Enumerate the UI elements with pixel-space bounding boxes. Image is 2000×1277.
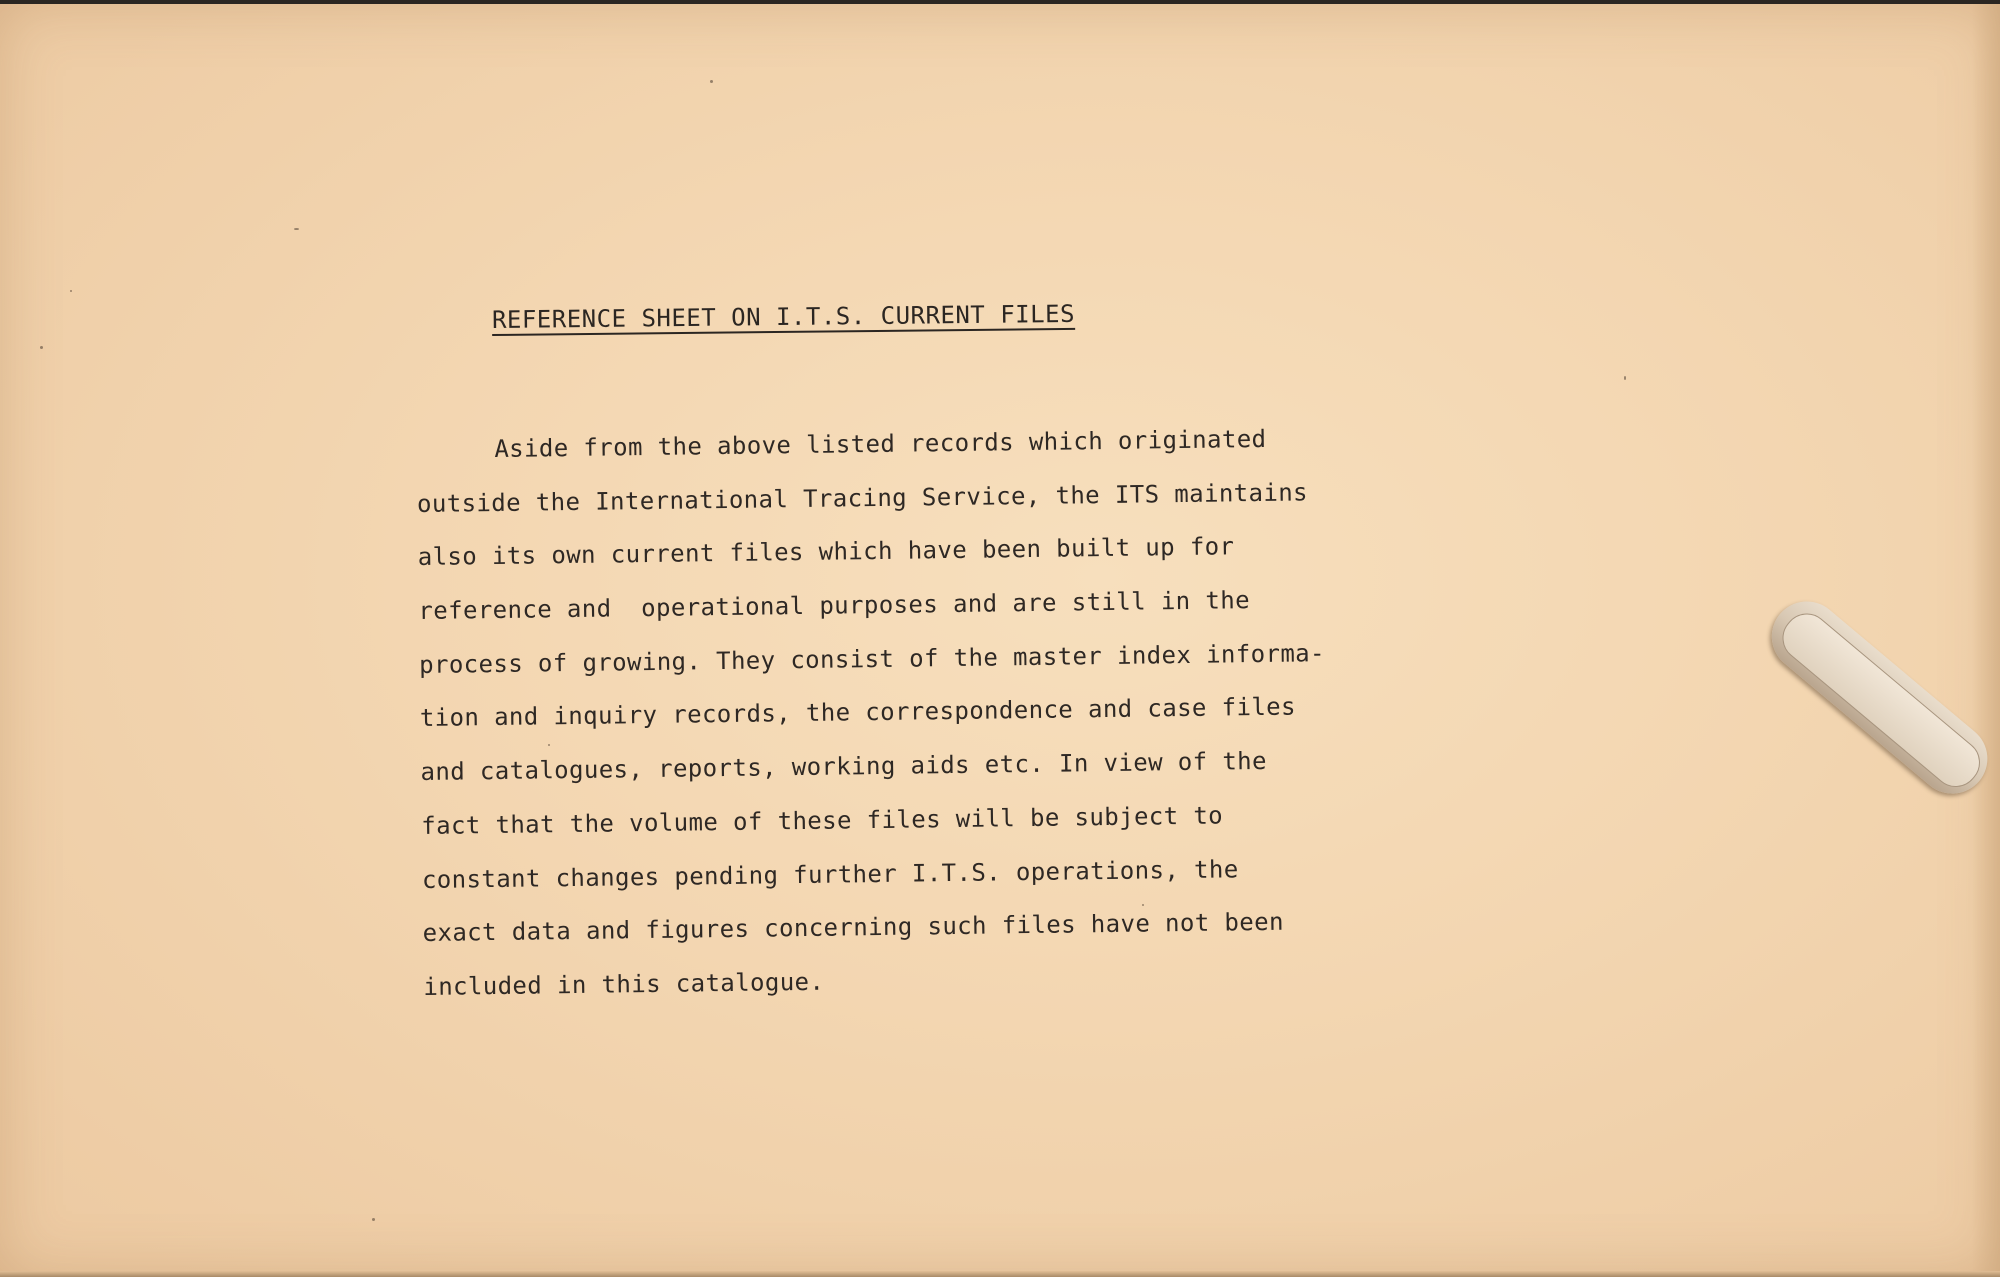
document-page (0, 4, 2000, 1277)
paper-speck (70, 290, 72, 292)
paper-speck (710, 80, 713, 83)
body-line: process of growing. They consist of the master index informa- (418, 638, 1326, 679)
document-title: REFERENCE SHEET ON I.T.S. CURRENT FILES (491, 299, 1076, 334)
paper-speck (40, 346, 43, 349)
body-line: reference and operational purposes and are still in the (418, 586, 1251, 626)
body-line: tion and inquiry records, the correspondence and case files (419, 692, 1297, 733)
paper-clip (1758, 587, 2000, 808)
body-line: and catalogues, reports, working aids etc. In view of the (420, 747, 1268, 787)
document-body (416, 411, 1424, 1015)
paper-speck (1142, 904, 1144, 906)
paper-speck (372, 1218, 375, 1221)
body-line: fact that the volume of these files will be subject to (421, 801, 1224, 840)
body-line: outside the International Tracing Service, the ITS maintains (416, 478, 1309, 518)
body-line: included in this catalogue. (423, 967, 825, 1001)
page-bottom-edge (0, 1271, 2000, 1277)
body-line: constant changes pending further I.T.S. operations, the (421, 854, 1239, 894)
paper-speck (1624, 376, 1626, 380)
body-line: exact data and figures concerning such files have not been (422, 907, 1285, 948)
body-line: Aside from the above listed records which originated (494, 424, 1267, 463)
page-edge-shadow (1972, 4, 2000, 1277)
paper-speck (548, 744, 550, 746)
body-line: also its own current files which have been built up for (417, 532, 1235, 572)
paper-speck (294, 228, 299, 230)
